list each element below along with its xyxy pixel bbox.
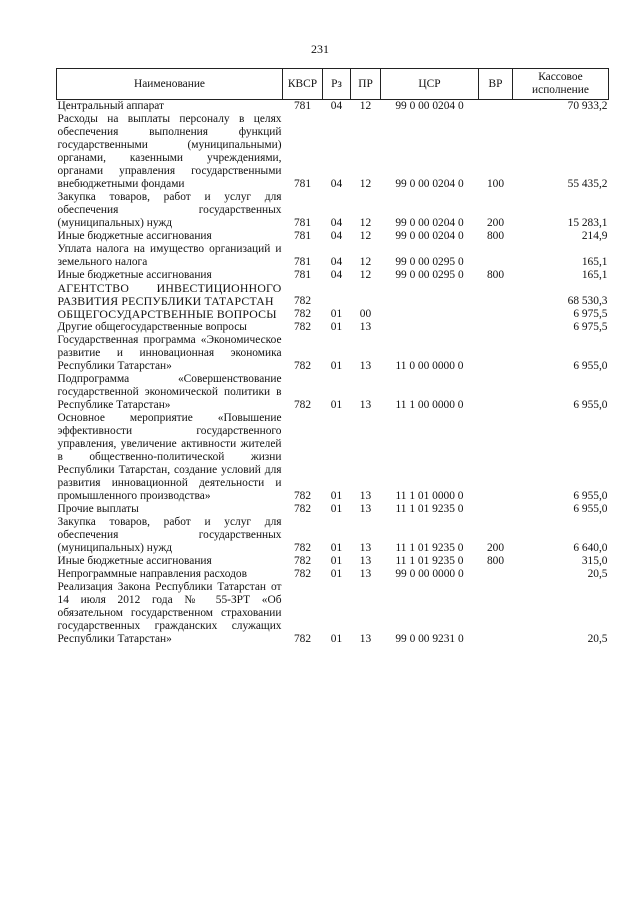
table-body (57, 100, 609, 647)
cell-rz: 01 (330, 555, 343, 567)
table-row (57, 230, 609, 243)
cell-csr (381, 308, 479, 321)
cell-kvsr: 782 (293, 321, 312, 333)
header-kvsr: КВСР (283, 69, 323, 100)
cell-rz: 04 (330, 217, 343, 229)
cell-amount: 6 640,0 (573, 542, 608, 554)
table-row (57, 555, 609, 568)
cell-pr: 12 (359, 217, 372, 229)
cell-name: Прочие выплаты (57, 503, 139, 515)
cell-amount: 6 955,0 (573, 490, 608, 502)
cell-kvsr: 782 (293, 503, 312, 515)
cell-kvsr: 781 (293, 100, 312, 112)
cell-vr (479, 334, 513, 373)
table-row (57, 503, 609, 516)
cell-csr: 99 0 00 0204 0 (395, 230, 464, 242)
cell-pr: 13 (359, 542, 372, 554)
cell-name: Расходы на выплаты персоналу в целях обеспечения выполнения функций государственными (муниципальными) органами, казенными учреждениями, органами управления государственными внебюджетными фондами (57, 113, 282, 190)
table-row (57, 321, 609, 334)
cell-rz (323, 282, 351, 308)
table-row (57, 113, 609, 191)
cell-rz: 04 (330, 269, 343, 281)
cell-vr (479, 100, 513, 114)
table-row (57, 373, 609, 412)
cell-kvsr: 782 (293, 542, 312, 554)
cell-pr: 13 (359, 321, 372, 333)
cell-rz: 04 (330, 256, 343, 268)
cell-rz: 01 (330, 360, 343, 372)
cell-rz: 01 (330, 542, 343, 554)
cell-csr: 11 1 01 9235 0 (395, 555, 464, 567)
cell-vr (479, 321, 513, 334)
cell-pr: 13 (359, 555, 372, 567)
cell-name: Основное мероприятие «Повышение эффективности государственного управления, увеличение активности жителей в общественно-политической жизни Республики Татарстан, создание условий для развития инновационной деятельности и промышленного производства» (57, 412, 282, 502)
cell-pr: 00 (359, 308, 372, 320)
cell-kvsr: 781 (293, 230, 312, 242)
cell-amount: 15 283,1 (567, 217, 608, 229)
cell-pr: 13 (359, 399, 372, 411)
cell-vr (479, 503, 513, 516)
cell-pr: 13 (359, 360, 372, 372)
cell-csr: 99 0 00 9231 0 (395, 633, 464, 645)
table-row (57, 308, 609, 321)
cell-kvsr: 782 (293, 490, 312, 502)
cell-rz: 01 (330, 503, 343, 515)
cell-name: Закупка товаров, работ и услуг для обеспечения государственных (муниципальных) нужд (57, 516, 282, 554)
header-name: Наименование (57, 69, 283, 100)
cell-kvsr: 782 (293, 555, 312, 567)
cell-pr: 12 (359, 256, 372, 268)
cell-amount: 315,0 (581, 555, 608, 567)
cell-vr: 100 (486, 178, 505, 190)
cell-csr: 99 0 00 0204 0 (395, 217, 464, 229)
header-pr: ПР (351, 69, 381, 100)
cell-kvsr: 781 (293, 269, 312, 281)
cell-csr: 11 1 01 9235 0 (395, 503, 464, 515)
cell-amount: 214,9 (581, 230, 608, 242)
cell-csr: 99 0 00 0295 0 (395, 269, 464, 281)
cell-pr: 12 (359, 269, 372, 281)
cell-vr (479, 412, 513, 503)
cell-vr: 200 (486, 217, 505, 229)
table-row (57, 243, 609, 269)
cell-amount: 6 975,5 (573, 321, 608, 333)
cell-pr (351, 282, 381, 308)
cell-name: Иные бюджетные ассигнования (57, 555, 212, 567)
cell-csr (381, 282, 479, 308)
cell-vr (479, 581, 513, 646)
cell-pr: 12 (359, 178, 372, 190)
cell-rz: 04 (330, 230, 343, 242)
cell-kvsr: 782 (293, 295, 312, 307)
cell-rz: 01 (330, 321, 343, 333)
cell-vr (479, 308, 513, 321)
cell-pr: 13 (359, 633, 372, 645)
page-number: 231 (311, 42, 329, 56)
cell-csr: 99 0 00 0204 0 (395, 178, 464, 190)
cell-csr: 11 1 01 0000 0 (395, 490, 464, 502)
table-row (57, 568, 609, 581)
cell-vr (479, 373, 513, 412)
table-row (57, 412, 609, 503)
cell-csr: 99 0 00 0295 0 (395, 256, 464, 268)
cell-amount: 70 933,2 (567, 100, 608, 112)
cell-csr: 11 1 01 9235 0 (395, 542, 464, 554)
table-row (57, 516, 609, 555)
header-vr: ВР (479, 69, 513, 100)
cell-vr: 800 (486, 555, 505, 567)
cell-name: ОБЩЕГОСУДАРСТВЕННЫЕ ВОПРОСЫ (57, 307, 277, 321)
cell-amount: 68 530,3 (567, 295, 608, 307)
table-row (57, 191, 609, 230)
table-row (57, 334, 609, 373)
cell-pr: 13 (359, 568, 372, 580)
cell-rz: 01 (330, 308, 343, 320)
cell-csr: 11 0 00 0000 0 (395, 360, 464, 372)
cell-amount: 6 955,0 (573, 399, 608, 411)
cell-vr (479, 243, 513, 269)
cell-rz: 01 (330, 490, 343, 502)
cell-amount: 6 955,0 (573, 503, 608, 515)
cell-name: Иные бюджетные ассигнования (57, 269, 212, 281)
cell-rz: 01 (330, 568, 343, 580)
header-csr: ЦСР (381, 69, 479, 100)
cell-vr: 800 (486, 269, 505, 281)
cell-name: Государственная программа «Экономическое развитие и инновационная экономика Республики Татарстан» (57, 334, 282, 372)
cell-pr: 12 (359, 100, 372, 112)
cell-csr (381, 321, 479, 334)
table-row (57, 581, 609, 646)
cell-kvsr: 782 (293, 568, 312, 580)
cell-csr: 99 0 00 0000 0 (395, 568, 464, 580)
cell-kvsr: 782 (293, 399, 312, 411)
cell-vr: 200 (486, 542, 505, 554)
budget-table (56, 68, 609, 646)
cell-name: Закупка товаров, работ и услуг для обеспечения государственных (муниципальных) нужд (57, 191, 282, 229)
cell-csr: 99 0 00 0204 0 (395, 100, 464, 112)
header-rz: Рз (323, 69, 351, 100)
cell-rz: 04 (330, 178, 343, 190)
cell-rz: 01 (330, 399, 343, 411)
cell-csr: 11 1 00 0000 0 (395, 399, 464, 411)
cell-amount: 165,1 (581, 256, 608, 268)
cell-name: Реализация Закона Республики Татарстан от 14 июля 2012 года № 55-ЗРТ «Об обязательном государственном страховании государственных гражданских служащих Республики Татарстан» (57, 581, 282, 645)
header-amount: Кассовое исполнение (513, 69, 609, 100)
cell-name: АГЕНТСТВО ИНВЕСТИЦИОННОГО РАЗВИТИЯ РЕСПУБЛИКИ ТАТАРСТАН (57, 281, 282, 308)
cell-rz: 01 (330, 633, 343, 645)
cell-amount: 6 955,0 (573, 360, 608, 372)
cell-name: Иные бюджетные ассигнования (57, 230, 212, 242)
cell-kvsr: 781 (293, 178, 312, 190)
cell-pr: 12 (359, 230, 372, 242)
cell-amount: 165,1 (581, 269, 608, 281)
cell-vr: 800 (486, 230, 505, 242)
cell-kvsr: 781 (293, 256, 312, 268)
cell-amount: 6 975,5 (573, 308, 608, 320)
cell-vr (479, 568, 513, 581)
cell-kvsr: 782 (293, 308, 312, 320)
cell-name: Уплата налога на имущество организаций и земельного налога (57, 243, 282, 268)
cell-name: Другие общегосударственные вопросы (57, 321, 247, 333)
cell-kvsr: 782 (293, 360, 312, 372)
table-row (57, 282, 609, 308)
cell-name: Подпрограмма «Совершенствование государственной экономической политики в Республике Татарстан» (57, 373, 282, 411)
cell-pr: 13 (359, 503, 372, 515)
cell-amount: 20,5 (587, 568, 608, 580)
cell-rz: 04 (330, 100, 343, 112)
cell-name: Непрограммные направления расходов (57, 568, 248, 580)
cell-kvsr: 781 (293, 217, 312, 229)
table-header-row (57, 69, 609, 100)
cell-pr: 13 (359, 490, 372, 502)
cell-amount: 55 435,2 (567, 178, 608, 190)
cell-amount: 20,5 (587, 633, 608, 645)
cell-kvsr: 782 (293, 633, 312, 645)
table-row (57, 100, 609, 114)
cell-name: Центральный аппарат (57, 100, 165, 112)
cell-vr (479, 282, 513, 308)
